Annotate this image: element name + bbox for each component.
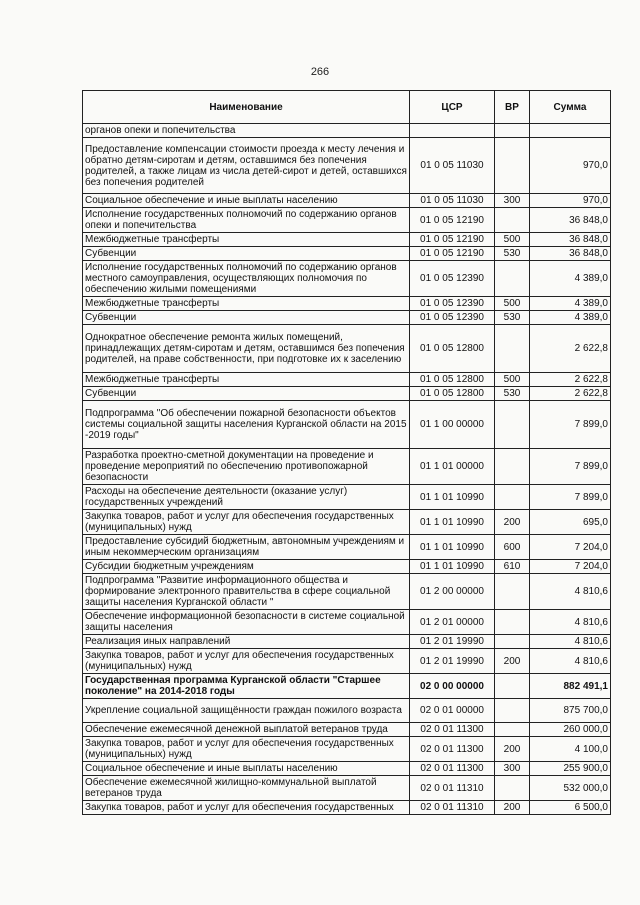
table-row — [83, 560, 611, 574]
cell-csr: 01 0 05 12800 — [410, 373, 495, 387]
cell-vr — [495, 124, 530, 138]
cell-csr: 01 2 00 00000 — [410, 574, 495, 610]
cell-name: Межбюджетные трансферты — [83, 233, 410, 247]
cell-vr: 500 — [495, 297, 530, 311]
cell-name: Закупка товаров, работ и услуг для обеспечения государственных (муниципальных) нужд — [83, 649, 410, 674]
cell-csr: 01 0 05 12800 — [410, 325, 495, 373]
cell-vr — [495, 635, 530, 649]
cell-sum: 260 000,0 — [530, 723, 611, 737]
cell-vr — [495, 138, 530, 194]
table-row — [83, 737, 611, 762]
cell-vr — [495, 776, 530, 801]
cell-name: Обеспечение ежемесячной денежной выплатой ветеранов труда — [83, 723, 410, 737]
cell-name: Расходы на обеспечение деятельности (оказание услуг) государственных учреждений — [83, 485, 410, 510]
cell-vr — [495, 610, 530, 635]
cell-csr: 02 0 01 11310 — [410, 776, 495, 801]
table-row — [83, 373, 611, 387]
header-csr: ЦСР — [410, 91, 495, 124]
cell-sum: 875 700,0 — [530, 699, 611, 723]
cell-name: Субвенции — [83, 311, 410, 325]
cell-sum: 695,0 — [530, 510, 611, 535]
cell-vr: 530 — [495, 311, 530, 325]
cell-csr: 01 1 01 10990 — [410, 560, 495, 574]
cell-csr: 01 2 01 19990 — [410, 649, 495, 674]
table-row — [83, 194, 611, 208]
cell-vr: 300 — [495, 194, 530, 208]
cell-sum: 36 848,0 — [530, 208, 611, 233]
cell-sum: 2 622,8 — [530, 373, 611, 387]
cell-name: Субвенции — [83, 247, 410, 261]
cell-vr: 200 — [495, 801, 530, 815]
cell-name: Межбюджетные трансферты — [83, 373, 410, 387]
cell-name: Предоставление субсидий бюджетным, автономным учреждениям и иным некоммерческим организациям — [83, 535, 410, 560]
cell-name: Реализация иных направлений — [83, 635, 410, 649]
cell-csr: 01 1 01 10990 — [410, 510, 495, 535]
cell-name: Закупка товаров, работ и услуг для обеспечения государственных (муниципальных) нужд — [83, 510, 410, 535]
cell-csr: 02 0 01 11300 — [410, 762, 495, 776]
cell-csr: 01 2 01 00000 — [410, 610, 495, 635]
cell-vr: 610 — [495, 560, 530, 574]
table-row — [83, 723, 611, 737]
cell-csr: 02 0 01 11300 — [410, 723, 495, 737]
cell-vr — [495, 261, 530, 297]
cell-csr: 01 0 05 12390 — [410, 297, 495, 311]
table-row — [83, 674, 611, 699]
cell-vr — [495, 449, 530, 485]
table-row — [83, 261, 611, 297]
table-row — [83, 801, 611, 815]
table-row — [83, 124, 611, 138]
cell-name: Подпрограмма "Об обеспечении пожарной безопасности объектов системы социальной защиты населения Курганской области на 2015 -2019 годы" — [83, 401, 410, 449]
table-row — [83, 699, 611, 723]
header-row — [83, 91, 611, 124]
budget-table — [82, 90, 611, 815]
cell-sum: 6 500,0 — [530, 801, 611, 815]
cell-sum: 36 848,0 — [530, 233, 611, 247]
cell-vr — [495, 325, 530, 373]
cell-sum: 970,0 — [530, 194, 611, 208]
cell-csr: 02 0 01 11310 — [410, 801, 495, 815]
cell-name: Предоставление компенсации стоимости проезда к месту лечения и обратно детям-сиротам и детям, оставшимся без попечения родителей, а также лицам из числа детей-сирот и детей, оставшихся без попечения родителей — [83, 138, 410, 194]
cell-vr — [495, 723, 530, 737]
cell-name: Исполнение государственных полномочий по содержанию органов местного самоуправления, осуществляющих полномочия по обеспечению жилыми помещениями — [83, 261, 410, 297]
cell-vr: 530 — [495, 247, 530, 261]
table-row — [83, 208, 611, 233]
cell-vr — [495, 574, 530, 610]
cell-csr: 01 0 05 12190 — [410, 233, 495, 247]
cell-name: Социальное обеспечение и иные выплаты населению — [83, 762, 410, 776]
cell-vr: 500 — [495, 373, 530, 387]
cell-sum: 7 204,0 — [530, 560, 611, 574]
cell-sum: 7 204,0 — [530, 535, 611, 560]
cell-sum: 882 491,1 — [530, 674, 611, 699]
cell-csr: 01 0 05 12190 — [410, 247, 495, 261]
page-number: 266 — [310, 66, 330, 78]
cell-csr: 01 1 01 10990 — [410, 535, 495, 560]
cell-name: Закупка товаров, работ и услуг для обеспечения государственных — [83, 801, 410, 815]
table-row — [83, 762, 611, 776]
cell-csr: 02 0 01 00000 — [410, 699, 495, 723]
cell-csr: 01 0 05 11030 — [410, 138, 495, 194]
cell-name: Однократное обеспечение ремонта жилых помещений, принадлежащих детям-сиротам и детям, оставшимся без попечения родителей, на праве собственности, при подготовке их к заселению — [83, 325, 410, 373]
cell-vr: 530 — [495, 387, 530, 401]
cell-csr: 02 0 01 11300 — [410, 737, 495, 762]
cell-name: Социальное обеспечение и иные выплаты населению — [83, 194, 410, 208]
table-row — [83, 610, 611, 635]
cell-csr: 01 0 05 12390 — [410, 311, 495, 325]
cell-name: Обеспечение информационной безопасности в системе социальной защиты населения — [83, 610, 410, 635]
cell-sum: 4 389,0 — [530, 311, 611, 325]
cell-name: Закупка товаров, работ и услуг для обеспечения государственных (муниципальных) нужд — [83, 737, 410, 762]
cell-name: Разработка проектно-сметной документации на проведение и проведение мероприятий по обеспечению противопожарной безопасности — [83, 449, 410, 485]
cell-sum: 4 810,6 — [530, 610, 611, 635]
cell-name: Субсидии бюджетным учреждениям — [83, 560, 410, 574]
cell-vr — [495, 401, 530, 449]
cell-name: Государственная программа Курганской области "Старшее поколение" на 2014-2018 годы — [83, 674, 410, 699]
cell-name: органов опеки и попечительства — [83, 124, 410, 138]
cell-sum: 4 389,0 — [530, 261, 611, 297]
cell-csr: 01 2 01 19990 — [410, 635, 495, 649]
table-row — [83, 233, 611, 247]
table-row — [83, 138, 611, 194]
cell-sum: 2 622,8 — [530, 325, 611, 373]
header-vr: ВР — [495, 91, 530, 124]
header-name: Наименование — [83, 91, 410, 124]
cell-name: Исполнение государственных полномочий по содержанию органов опеки и попечительства — [83, 208, 410, 233]
cell-vr: 200 — [495, 510, 530, 535]
cell-sum — [530, 124, 611, 138]
header-sum: Сумма — [530, 91, 611, 124]
table-row — [83, 635, 611, 649]
cell-csr: 01 1 00 00000 — [410, 401, 495, 449]
table-row — [83, 297, 611, 311]
cell-sum: 7 899,0 — [530, 449, 611, 485]
table-row — [83, 401, 611, 449]
cell-sum: 970,0 — [530, 138, 611, 194]
cell-csr: 01 1 01 00000 — [410, 449, 495, 485]
cell-vr: 500 — [495, 233, 530, 247]
cell-sum: 2 622,8 — [530, 387, 611, 401]
table-row — [83, 535, 611, 560]
table-body — [83, 124, 611, 815]
cell-csr: 02 0 00 00000 — [410, 674, 495, 699]
table-row — [83, 247, 611, 261]
cell-name: Подпрограмма "Развитие информационного общества и формирование электронного правительства в сфере социальной защиты населения Курганской области " — [83, 574, 410, 610]
cell-sum: 4 100,0 — [530, 737, 611, 762]
cell-csr — [410, 124, 495, 138]
cell-name: Укрепление социальной защищённости граждан пожилого возраста — [83, 699, 410, 723]
table-row — [83, 449, 611, 485]
cell-csr: 01 1 01 10990 — [410, 485, 495, 510]
cell-sum: 4 810,6 — [530, 635, 611, 649]
table-row — [83, 311, 611, 325]
cell-sum: 532 000,0 — [530, 776, 611, 801]
table-row — [83, 387, 611, 401]
cell-name: Межбюджетные трансферты — [83, 297, 410, 311]
table-row — [83, 485, 611, 510]
cell-vr: 600 — [495, 535, 530, 560]
cell-vr: 200 — [495, 649, 530, 674]
cell-sum: 4 810,6 — [530, 574, 611, 610]
table-row — [83, 325, 611, 373]
table-header — [83, 91, 611, 124]
cell-vr: 300 — [495, 762, 530, 776]
cell-csr: 01 0 05 12390 — [410, 261, 495, 297]
cell-vr — [495, 674, 530, 699]
cell-vr — [495, 485, 530, 510]
cell-name: Субвенции — [83, 387, 410, 401]
cell-vr — [495, 699, 530, 723]
cell-vr — [495, 208, 530, 233]
cell-sum: 7 899,0 — [530, 401, 611, 449]
cell-sum: 36 848,0 — [530, 247, 611, 261]
table-row — [83, 510, 611, 535]
table-row — [83, 574, 611, 610]
cell-name: Обеспечение ежемесячной жилищно-коммунальной выплатой ветеранов труда — [83, 776, 410, 801]
table-row — [83, 649, 611, 674]
cell-csr: 01 0 05 11030 — [410, 194, 495, 208]
cell-vr: 200 — [495, 737, 530, 762]
cell-sum: 4 810,6 — [530, 649, 611, 674]
cell-sum: 4 389,0 — [530, 297, 611, 311]
cell-sum: 7 899,0 — [530, 485, 611, 510]
cell-csr: 01 0 05 12190 — [410, 208, 495, 233]
table-row — [83, 776, 611, 801]
cell-csr: 01 0 05 12800 — [410, 387, 495, 401]
cell-sum: 255 900,0 — [530, 762, 611, 776]
